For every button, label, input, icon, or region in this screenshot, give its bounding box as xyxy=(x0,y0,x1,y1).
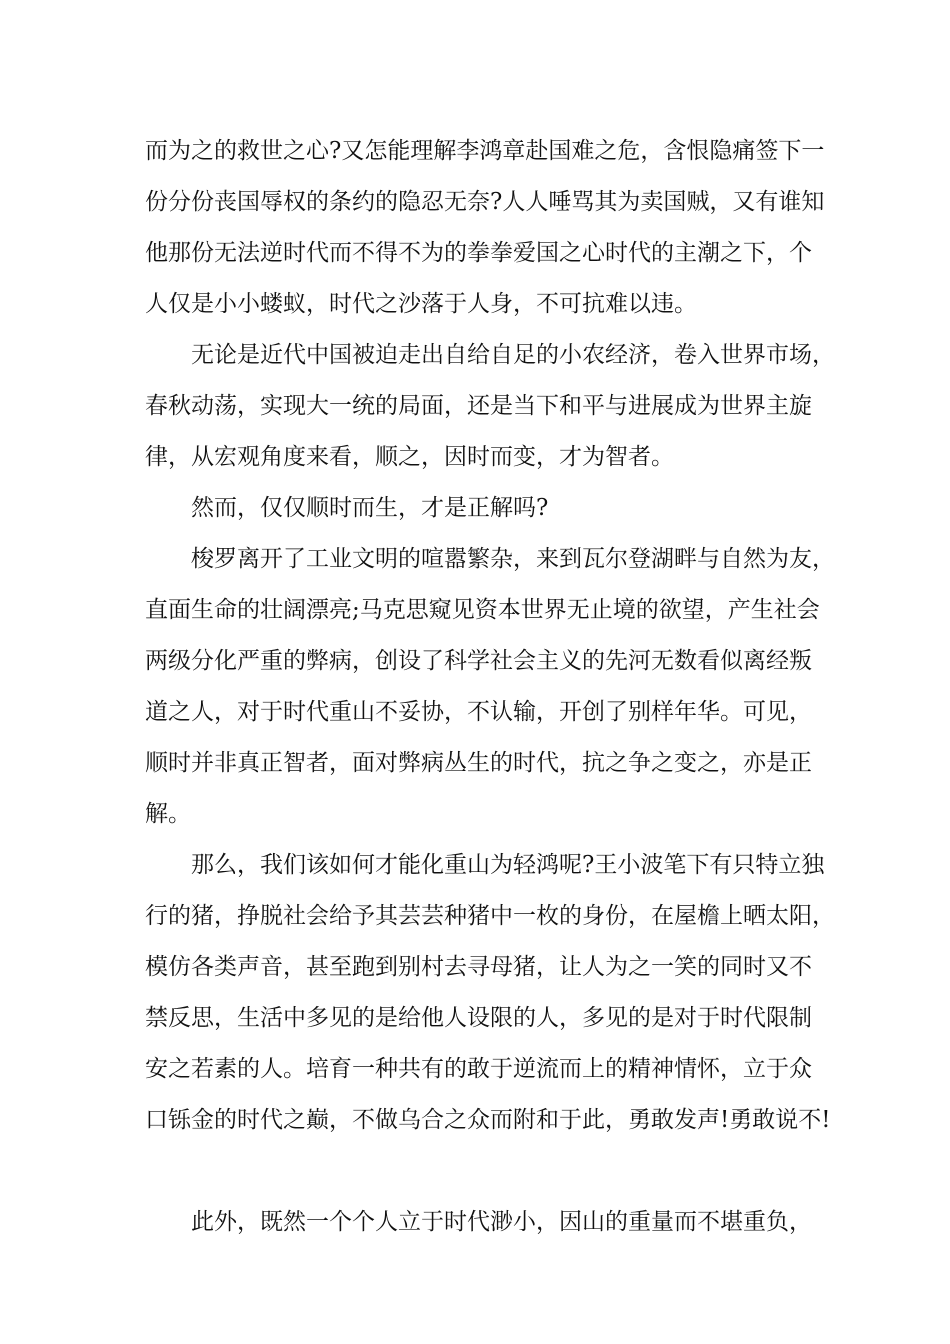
paragraph-5 xyxy=(145,840,835,1146)
paragraph-2 xyxy=(145,330,835,483)
text-line: 份分份丧国辱权的条约的隐忍无奈?人人唾骂其为卖国贼，又有谁知 xyxy=(145,189,825,215)
text-line: 禁反思，生活中多见的是给他人设限的人，多见的是对于时代限制 xyxy=(145,1005,812,1031)
text-line: 解。 xyxy=(145,801,191,827)
blank-line xyxy=(145,1146,823,1197)
text-line: 行的猪，挣脱社会给予其芸芸种猪中一枚的身份，在屋檐上晒太阳， xyxy=(145,903,835,929)
paragraph-1 xyxy=(145,126,823,330)
text-line: 而为之的救世之心?又怎能理解李鸿章赴国难之危，含恨隐痛签下一 xyxy=(145,138,825,164)
body-text xyxy=(145,126,835,1248)
text-line: 无论是近代中国被迫走出自给自足的小农经济，卷入世界市场， xyxy=(191,342,835,368)
text-line: 道之人，对于时代重山不妥协，不认输，开创了别样年华。可见， xyxy=(145,699,812,725)
text-line: 梭罗离开了工业文明的喧嚣繁杂，来到瓦尔登湖畔与自然为友， xyxy=(191,546,835,572)
text-line: 口铄金的时代之巅，不做乌合之众而附和于此，勇敢发声!勇敢说不! xyxy=(145,1107,831,1133)
text-line: 然而，仅仅顺时而生，才是正解吗? xyxy=(191,495,549,521)
text-line: 他那份无法逆时代而不得不为的拳拳爱国之心时代的主潮之下，个 xyxy=(145,240,812,266)
text-line: 人仅是小小蝼蚁，时代之沙落于人身，不可抗难以违。 xyxy=(145,291,697,317)
text-line: 安之若素的人。培育一种共有的敢于逆流而上的精神情怀，立于众 xyxy=(145,1056,812,1082)
paragraph-4 xyxy=(145,534,835,840)
text-line: 顺时并非真正智者，面对弊病丛生的时代，抗之争之变之，亦是正 xyxy=(145,750,812,776)
paragraph-6 xyxy=(145,1197,823,1248)
text-line: 此外，既然一个个人立于时代渺小，因山的重量而不堪重负， xyxy=(191,1209,812,1235)
text-line: 直面生命的壮阔漂亮;马克思窥见资本世界无止境的欲望，产生社会 xyxy=(145,597,820,623)
text-line: 两级分化严重的弊病，创设了科学社会主义的先河无数看似离经叛 xyxy=(145,648,812,674)
text-line: 模仿各类声音，甚至跑到别村去寻母猪，让人为之一笑的同时又不 xyxy=(145,954,812,980)
text-line: 律，从宏观角度来看，顺之，因时而变，才为智者。 xyxy=(145,444,674,470)
text-line: 春秋动荡，实现大一统的局面，还是当下和平与进展成为世界主旋 xyxy=(145,393,812,419)
paragraph-3 xyxy=(145,483,823,534)
text-line: 那么，我们该如何才能化重山为轻鸿呢?王小波笔下有只特立独 xyxy=(191,852,825,878)
